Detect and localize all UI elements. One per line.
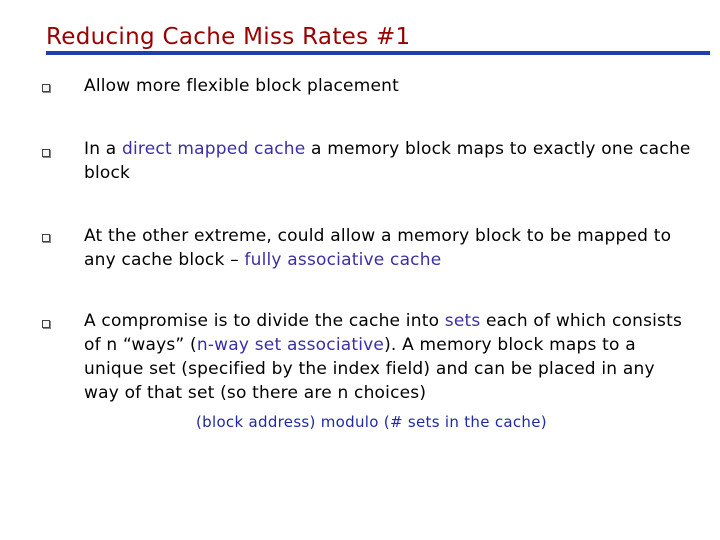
term-n-way-set-associative: n-way set associative [196,335,385,355]
bullet-1-text: Allow more flexible block placement [84,76,399,96]
bullet-3-text: At the other extreme, could allow a memory block to be mapped to any cache block – [84,226,672,270]
set-index-formula: (block address) modulo (# sets in the cache) [196,413,547,431]
bullet-icon [42,84,50,92]
bullet-2-text: a memory block maps to exactly one cache block [84,139,691,183]
bullet-4 [84,309,694,405]
term-fully-associative-cache: fully associative cache [244,250,442,270]
bullet-2-text: In a [84,139,123,159]
bullet-2 [84,137,694,185]
term-sets: sets [444,311,481,331]
bullet-4-text: ). A memory block maps to a unique set (specified by the index field) and can be placed in any way of that set (so there are n choices) [84,335,655,403]
bullet-icon [42,320,50,328]
bullet-4-text: each of which consists of n “ways” ( [84,311,683,355]
bullet-icon [42,149,50,157]
term-direct-mapped-cache: direct mapped cache [122,139,306,159]
bullet-icon [42,234,50,242]
bullet-1 [84,74,694,98]
slide-title: Reducing Cache Miss Rates #1 [46,24,411,50]
title-underline [46,51,710,55]
bullet-4-text: A compromise is to divide the cache into [84,311,445,331]
bullet-3 [84,224,694,272]
